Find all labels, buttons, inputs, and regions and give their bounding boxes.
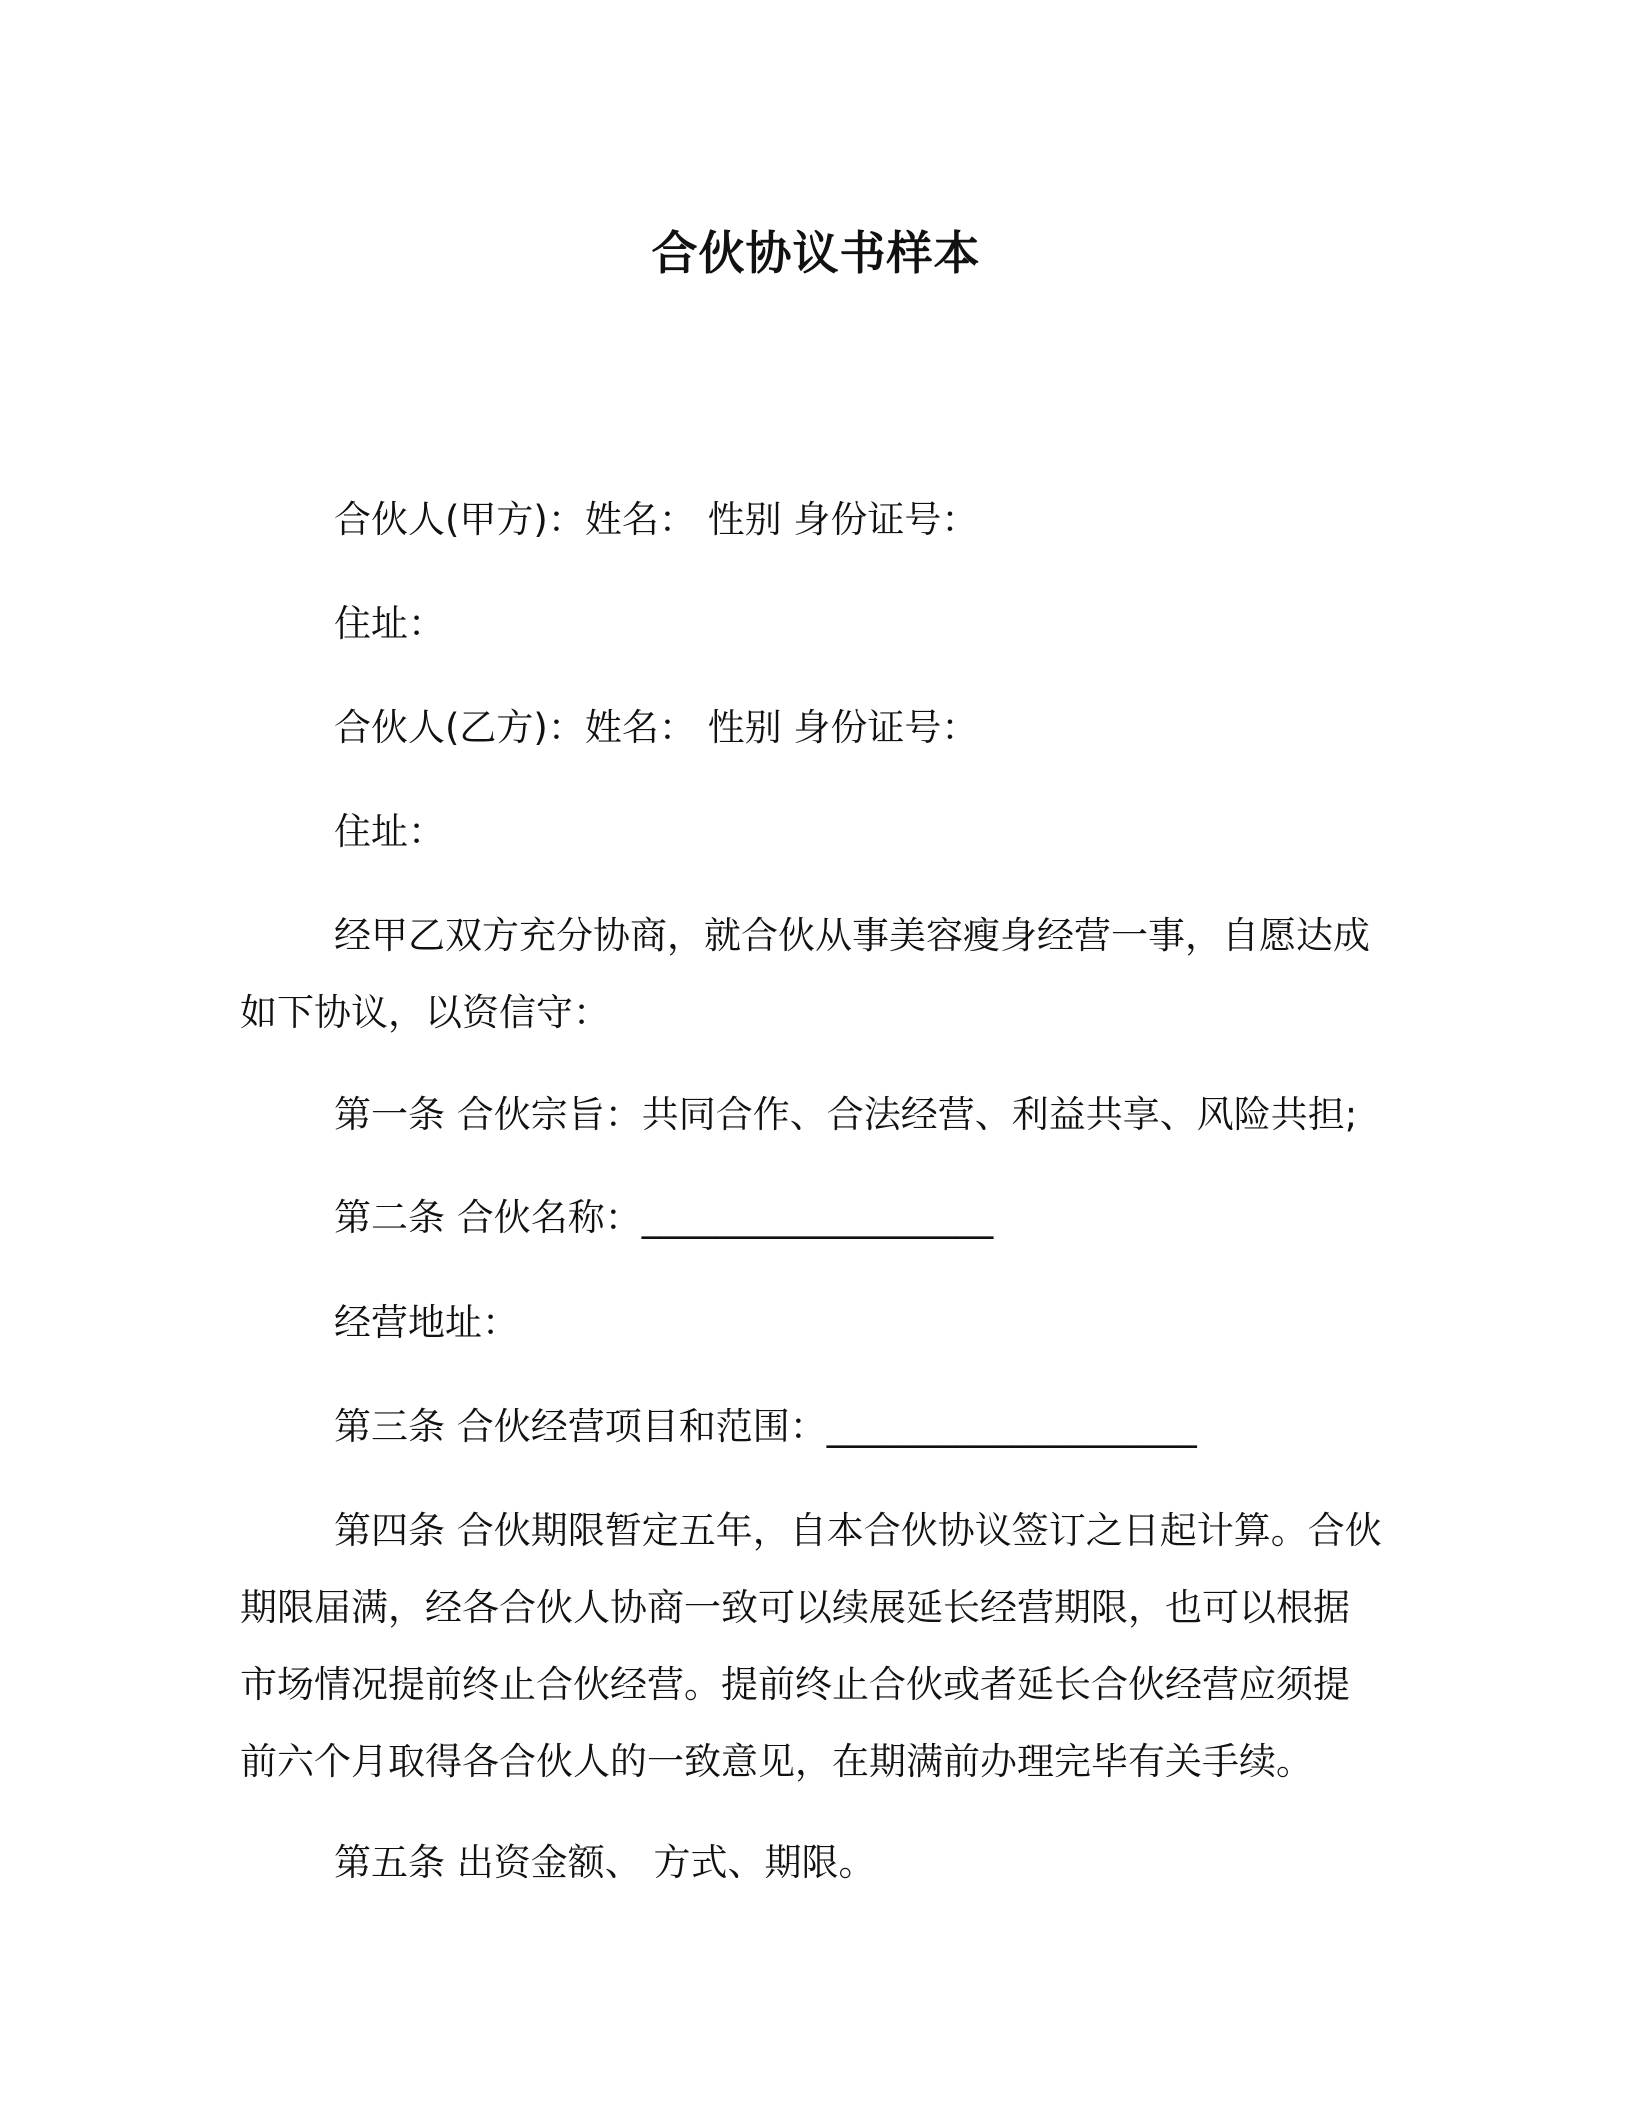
article-1-line: 第一条 合伙宗旨：共同合作、合法经营、利益共享、风险共担;	[334, 1093, 1358, 1136]
article-3-line: 第三条 合伙经营项目和范围：____________________	[334, 1405, 1197, 1448]
preamble-line-2: 如下协议，以资信守：	[240, 991, 610, 1034]
article-4-line-1: 第四条 合伙期限暂定五年，自本合伙协议签订之日起计算。合伙	[334, 1509, 1382, 1552]
business-address-line: 经营地址：	[334, 1301, 519, 1344]
article-4-line-3: 市场情况提前终止合伙经营。提前终止合伙或者延长合伙经营应须提	[240, 1663, 1350, 1706]
document-title: 合伙协议书样本	[651, 226, 981, 280]
party-b-line: 合伙人(乙方)：姓名： 性别 身份证号：	[334, 706, 979, 749]
party-a-line: 合伙人(甲方)：姓名： 性别 身份证号：	[334, 498, 979, 541]
article-2-line: 第二条 合伙名称：___________________	[334, 1196, 994, 1239]
party-a-address-line: 住址：	[334, 602, 445, 645]
article-5-line: 第五条 出资金额、 方式、期限。	[334, 1841, 876, 1884]
article-4-line-2: 期限届满，经各合伙人协商一致可以续展延长经营期限，也可以根据	[240, 1586, 1350, 1629]
article-4-paragraph	[240, 1492, 1390, 1800]
preamble-line-1: 经甲乙双方充分协商，就合伙从事美容瘦身经营一事，自愿达成	[334, 914, 1370, 957]
article-4-line-4: 前六个月取得各合伙人的一致意见，在期满前办理完毕有关手续。	[240, 1740, 1313, 1783]
party-b-address-line: 住址：	[334, 810, 445, 853]
preamble-paragraph	[240, 897, 1390, 1051]
